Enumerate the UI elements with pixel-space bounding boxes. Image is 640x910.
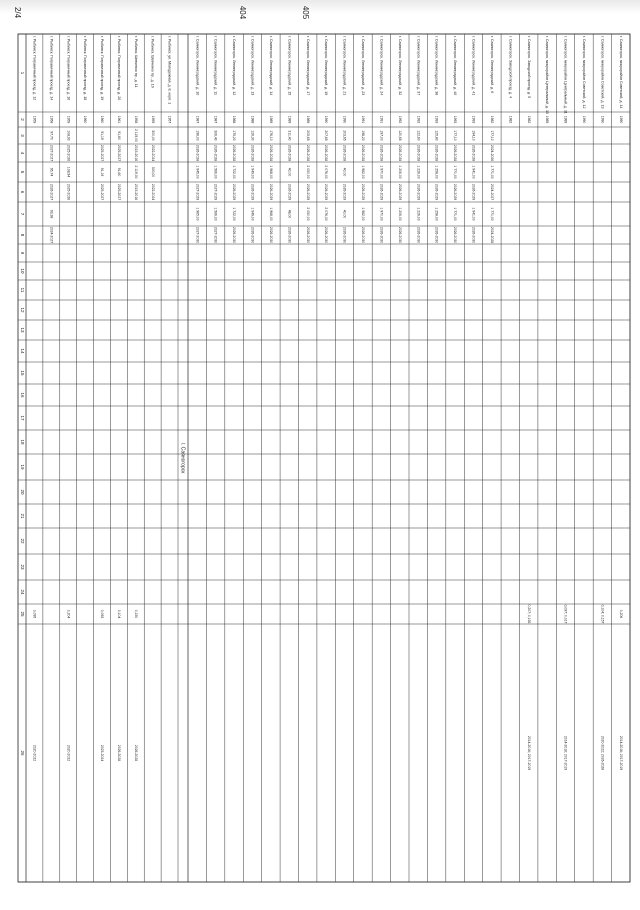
table-cell: 194,10 [471, 130, 476, 141]
table-cell: 300,00 [150, 130, 155, 141]
table-cell: 1 566,00 [213, 207, 218, 221]
table-cell: 2020-2022 [66, 744, 71, 762]
table-cell: 0,207; 0,192 [526, 604, 531, 624]
table-cell: 2026-2029 [287, 183, 292, 201]
table-cell: 1 258,00 [434, 207, 439, 221]
table-cell: 1 970,00 [379, 207, 384, 221]
table-cell: 2026-2030 [305, 226, 310, 244]
table-cell: 122,60 [416, 130, 421, 141]
page-number-small: 2/4 [13, 6, 23, 19]
column-header: 19 [19, 464, 25, 470]
table-cell: 1 722,00 [232, 165, 237, 179]
table-cell: 0,104; 0,157 [600, 604, 605, 624]
table-cell: 2015-2016 [133, 183, 138, 201]
table-cell: 2 076,00 [324, 165, 329, 179]
table-cell: 2026-2030 [250, 226, 255, 244]
table-cell: 0,097; 0,017 [563, 604, 568, 624]
table-cell: 2 050,00 [305, 207, 310, 221]
table-cell: 95,74 [49, 167, 54, 177]
table-cell: 1987 [195, 115, 200, 124]
table-cell: 1 771,00 [489, 165, 494, 179]
section-title: г. Саяногорск [179, 442, 186, 474]
page-number-left: 404 [238, 5, 248, 20]
table-cell: 1 982,00 [361, 207, 366, 221]
column-header: 18 [19, 439, 25, 445]
table-cell: 1 206,00 [397, 165, 402, 179]
table-cell: 2026-2029 [324, 183, 329, 201]
table-cell: 1982 [489, 115, 494, 124]
table-cell: 1961 [116, 115, 121, 124]
table-cell: 1 771,00 [489, 207, 494, 221]
table-cell: 1 949,00 [250, 207, 255, 221]
column-header: 3 [19, 134, 25, 137]
table-cell: 1 226,00 [416, 207, 421, 221]
table-cell: 1 771,00 [453, 207, 458, 221]
table-cell: 175,20 [232, 130, 237, 141]
table-cell: 1 226,00 [416, 165, 421, 179]
table-cell: 2026-2028 [195, 144, 200, 162]
table-cell: 1993 [471, 115, 476, 124]
table-cell: 91,60 [116, 131, 121, 140]
address-cell: г. Саяногорск, Ленинградский, д. 23 [361, 36, 366, 96]
table-cell: 2 119,00 [133, 129, 138, 142]
table-cell: 2026-2028 [397, 144, 402, 162]
table-cell: 1990 [342, 115, 347, 124]
table-border [18, 34, 630, 882]
table-cell: 1 941,00 [471, 165, 476, 179]
address-cell: г. Саяногорск, микрорайон Центральный, д. 10 [545, 36, 550, 114]
table-cell: 1958 [49, 115, 54, 124]
table-cell: 1988 [250, 115, 255, 124]
table-cell: 2 119,00 [133, 165, 138, 179]
table-cell: 2025-2027 [116, 144, 121, 162]
table-cell: 1 965,00 [195, 207, 200, 221]
table-cell: 198,20 [361, 130, 366, 141]
table-cell: 2025-2026 [66, 183, 71, 201]
address-cell: г. Рыбинск, Пограничный проезд, д. 18 [83, 36, 88, 101]
address-cell: г. Саяногорск, Ленинградский, д. 24 [379, 36, 384, 96]
table-cell: 48,00 [287, 209, 292, 219]
column-header: 26 [19, 750, 25, 756]
table-cell: 2026-2029 [471, 183, 476, 201]
table-cell: 176,10 [268, 130, 273, 141]
table-cell: 2026-2029 [232, 183, 237, 201]
table-cell: 1989 [305, 115, 310, 124]
address-cell: г. Саяногорск, Ленинградский, д. 12 [232, 36, 237, 96]
address-cell: г. Саяногорск, Ленинградский, д. 17 [305, 36, 310, 96]
table-cell: 2026-2028 [250, 144, 255, 162]
table-cell: 2026-2029 [397, 183, 402, 201]
address-cell: г. Рыбинск, Шевченко пр., д. 19 [150, 36, 155, 88]
table-cell: 2026-2028 [305, 144, 310, 162]
table-cell: 91,19 [100, 131, 105, 140]
table-cell: 1993 [453, 115, 458, 124]
table-cell: 1957 [167, 115, 172, 124]
table-cell: 2026-2028 [213, 144, 218, 162]
table-cell: 1959 [32, 115, 37, 124]
table-cell: 108,90 [66, 130, 71, 141]
table-cell: 2026-2030 [361, 226, 366, 244]
table-cell: 108,94 [66, 166, 71, 178]
column-header: 6 [19, 190, 25, 194]
table-cell: 0,093 [100, 609, 105, 619]
column-header: 23 [19, 564, 25, 570]
table-cell: 2026-2030 [397, 226, 402, 244]
column-header: 4 [19, 151, 25, 155]
address-cell: г. Саяногорск, Ленинградский, д. 37 [416, 36, 421, 96]
table-cell: 40,00 [342, 167, 347, 177]
table-cell: 2022-2024 [150, 183, 155, 201]
table-cell: 2026-2029 [453, 183, 458, 201]
table-cell: 203,65 [342, 130, 347, 141]
address-cell: г. Рыбинск, ул. Молодежная, д. 8, корп. 1 [167, 36, 172, 105]
address-cell: г. Рыбинск, Пограничный проезд, д. 12 [32, 36, 37, 101]
table-cell: 1 258,00 [434, 165, 439, 179]
column-header: 20 [19, 489, 25, 495]
table-cell: 1 970,00 [379, 165, 384, 179]
table-cell: 2026-2029 [434, 183, 439, 201]
address-cell: г. Рыбинск, Пограничный проезд, д. 16 [66, 36, 71, 101]
table-cell: 97,70 [49, 131, 54, 140]
table-cell: 196,00 [195, 130, 200, 141]
table-cell: 91,19 [100, 167, 105, 177]
table-cell: 2020-2022 [32, 744, 37, 762]
table-cell: 1989 [287, 115, 292, 124]
column-header: 11 [19, 287, 25, 293]
column-header: 13 [19, 327, 25, 333]
address-cell: г. Саяногорск, Ленинградский, д. 32 [397, 36, 402, 96]
table-cell: 2027-2030 [195, 226, 200, 244]
table-cell: 1992 [416, 115, 421, 124]
table-cell: 205,65 [305, 130, 310, 141]
table-cell: 125,80 [434, 130, 439, 141]
table-cell: 2024-2027 [49, 226, 54, 244]
table-cell: 2026-2030 [453, 226, 458, 244]
address-cell: г. Саяногорск, Ленинградский, д. 38 [434, 36, 439, 96]
table-cell: 197,00 [379, 130, 384, 141]
table-cell: 2026-2028 [324, 144, 329, 162]
table-cell: 2014-2016; 2017-2019 [526, 735, 531, 771]
table-cell: 2026-2027 [49, 183, 54, 201]
table-cell: 2024-2028 [489, 226, 494, 244]
table-cell: 2022-2024 [150, 144, 155, 162]
table-cell: 2026-2028 [416, 144, 421, 162]
address-cell: г. Саяногорск, микрорайон Советский, д. 13 [600, 36, 605, 109]
scan-edge-shadow [0, 0, 640, 14]
table-cell: 2023-2024 [100, 744, 105, 762]
table-cell: 2025-2027 [100, 183, 105, 201]
address-cell: г. Саяногорск, Ленинградский, д. 41 [471, 36, 476, 96]
table-cell: 2026-2029 [250, 183, 255, 201]
column-header: 25 [19, 611, 25, 617]
address-cell: г. Рыбинск, Пограничный проезд, д. 14 [49, 36, 54, 101]
table-cell: 2025-2027 [100, 144, 105, 162]
table-cell: 0,206 [618, 609, 623, 619]
table-cell: 2024-2027 [489, 183, 494, 201]
table-cell: 1 566,00 [213, 165, 218, 179]
table-cell: 1991 [379, 115, 384, 124]
table-cell: 0,204 [66, 609, 71, 619]
table-cell: 2 050,00 [305, 165, 310, 179]
table-cell: 1 771,00 [453, 165, 458, 179]
table-cell: 2026-2029 [342, 183, 347, 201]
table-cell: 40,00 [287, 167, 292, 177]
column-header: 2 [19, 118, 25, 121]
address-cell: г. Саяногорск, Ленинградский, д. 11 [213, 36, 218, 95]
table-cell: 1990 [582, 115, 587, 124]
address-cell: г. Саяногорск, Ленинградский, д. 13 [250, 36, 255, 96]
table-cell: 2026-2030 [342, 226, 347, 244]
column-header: 12 [19, 307, 25, 313]
table-cell: 177,10 [453, 130, 458, 141]
table-cell: 1989 [268, 115, 273, 124]
table-cell: 2026-2030 [379, 226, 384, 244]
table-cell: 91,60 [116, 167, 121, 177]
table-cell: 2026-2028 [379, 144, 384, 162]
table-cell: 1959 [150, 115, 155, 124]
address-cell: г. Саяногорск, Ленинградский, д. 10 [195, 36, 200, 96]
table-cell: 2025-2026 [66, 144, 71, 162]
table-cell: 2026-2028 [133, 744, 138, 762]
table-cell: 1960 [100, 115, 105, 124]
table-cell: 0,150 [133, 609, 138, 619]
table-cell: 2026-2029 [361, 183, 366, 201]
column-header: 16 [19, 392, 25, 398]
table-cell: 1959 [66, 115, 71, 124]
page-number-center: 405 [301, 5, 311, 20]
table-cell: 2026-2028 [434, 144, 439, 162]
address-cell: г. Саяногорск, Ленинградский, д. 19 [324, 36, 329, 96]
table-cell: 1989 [545, 115, 550, 124]
table-cell: 1991 [361, 115, 366, 124]
table-cell: 1990 [618, 115, 623, 124]
address-cell: г. Саяногорск, Ленинградский, д. 40 [453, 36, 458, 96]
column-header: 21 [19, 513, 25, 519]
column-header: 24 [19, 589, 25, 595]
table-cell: 1993 [434, 115, 439, 124]
table-cell: 93,38 [49, 209, 54, 219]
table-cell: 2024-2026 [489, 144, 494, 162]
table-cell: 2027-2027 [49, 144, 54, 162]
address-cell: г. Саяногорск, Ленинградский, д. 21 [342, 36, 347, 96]
column-header: 22 [19, 538, 25, 544]
table-cell: 2026-2030 [268, 226, 273, 244]
table-cell: 2025-2027 [116, 183, 121, 201]
column-header: 15 [19, 370, 25, 376]
table-cell: 311,40 [287, 130, 292, 141]
column-header: 1 [19, 71, 25, 75]
column-header: 7 [19, 212, 25, 216]
table-cell: 306,40 [213, 130, 218, 141]
table-cell: 2026-2028 [232, 144, 237, 162]
table-cell: 300,00 [150, 166, 155, 178]
column-header: 17 [19, 415, 25, 421]
table-cell: 2026-2028 [287, 144, 292, 162]
table-cell: 2027-2029 [213, 183, 218, 201]
table-cell: 1 722,00 [232, 207, 237, 221]
table-cell: 2026-2029 [379, 183, 384, 201]
table-cell: 1 982,00 [361, 165, 366, 179]
table-cell: 1 945,00 [195, 165, 200, 179]
address-cell: г. Саяногорск, Ленинградский, д. 14 [268, 36, 273, 96]
table-cell: 2026-2028 [268, 144, 273, 162]
table-cell: 1982 [508, 115, 513, 124]
table-cell: 1 206,00 [397, 207, 402, 221]
address-cell: г. Саяногорск, Заводской проезд, д. 4 [508, 36, 513, 99]
table-cell: 1989 [563, 115, 568, 124]
table-cell: 1990 [324, 115, 329, 124]
address-cell: г. Рыбинск, Пограничный проезд, д. 20 [116, 36, 121, 101]
table-cell: 1 949,00 [250, 165, 255, 179]
address-cell: г. Рыбинск, Шевченко пр., д. 11 [133, 36, 138, 88]
table-cell: 2027-2030 [213, 226, 218, 244]
table-cell: 120,65 [397, 130, 402, 141]
table-cell: 2026-2028 [361, 144, 366, 162]
table-cell: 1982 [526, 115, 531, 124]
table-cell: 2026-2029 [268, 183, 273, 201]
table-cell: 2026-2029 [416, 183, 421, 201]
address-cell: г. Саяногорск, Ленинградский, д. 6 [489, 36, 494, 94]
table-cell: 1987 [213, 115, 218, 124]
column-header: 14 [19, 348, 25, 354]
table-cell: 2026-2030 [232, 226, 237, 244]
table-cell: 0,095 [32, 609, 37, 619]
table-cell: 2026-2030 [324, 226, 329, 244]
table-cell: 126,30 [250, 130, 255, 141]
table-cell: 2026-2028 [342, 144, 347, 162]
table-cell: 2020-2022; 2026-2028 [600, 735, 605, 771]
column-header: 10 [19, 268, 25, 274]
table-cell: 2026-2030 [471, 226, 476, 244]
table-cell: 1990 [600, 115, 605, 124]
table-cell: 2026-2030 [287, 226, 292, 244]
table-cell: 1958 [133, 115, 138, 124]
address-cell: г. Саяногорск, микрорайон Советский, д. 12 [582, 36, 587, 109]
column-header: 9 [19, 251, 25, 255]
table-cell: 1988 [232, 115, 237, 124]
table-cell: 2026-2028 [116, 744, 121, 762]
table-cell: 1 941,00 [471, 207, 476, 221]
address-cell: г. Саяногорск, микрорайон Центральный, д. 11 [563, 36, 568, 114]
table-cell: 2014-2016; 2017-2019 [563, 735, 568, 771]
table-cell: 2 076,00 [324, 207, 329, 221]
column-header: 8 [19, 233, 25, 237]
table-cell: 1960 [83, 115, 88, 124]
address-cell: г. Рыбинск, Пограничный проезд, д. 19 [100, 36, 105, 101]
table-cell: 2026-2030 [434, 226, 439, 244]
column-header: 5 [19, 170, 25, 174]
table-cell: 40,00 [342, 209, 347, 219]
table-cell: 2026-2030 [416, 226, 421, 244]
table-cell: 2027-2029 [195, 183, 200, 201]
table-cell: 177,10 [489, 130, 494, 141]
table-cell: 2026-2028 [471, 144, 476, 162]
table-cell: 2015-2016 [133, 144, 138, 162]
table-cell: 0,104 [116, 609, 121, 619]
address-cell: г. Саяногорск, Заводской проезд, д. 5 [526, 36, 531, 99]
table-cell: 2026-2029 [305, 183, 310, 201]
table-cell: 2014-2016; 2017-2019 [618, 735, 623, 771]
address-cell: г. Саяногорск, микрорайон Советский, д. 14 [618, 36, 623, 109]
table-cell: 1 968,00 [268, 207, 273, 221]
table-cell: 1992 [397, 115, 402, 124]
table-cell: 207,65 [324, 130, 329, 141]
table-cell: 2026-2028 [453, 144, 458, 162]
address-cell: г. Саяногорск, Ленинградский, д. 15 [287, 36, 292, 96]
table-cell: 1 968,00 [268, 165, 273, 179]
